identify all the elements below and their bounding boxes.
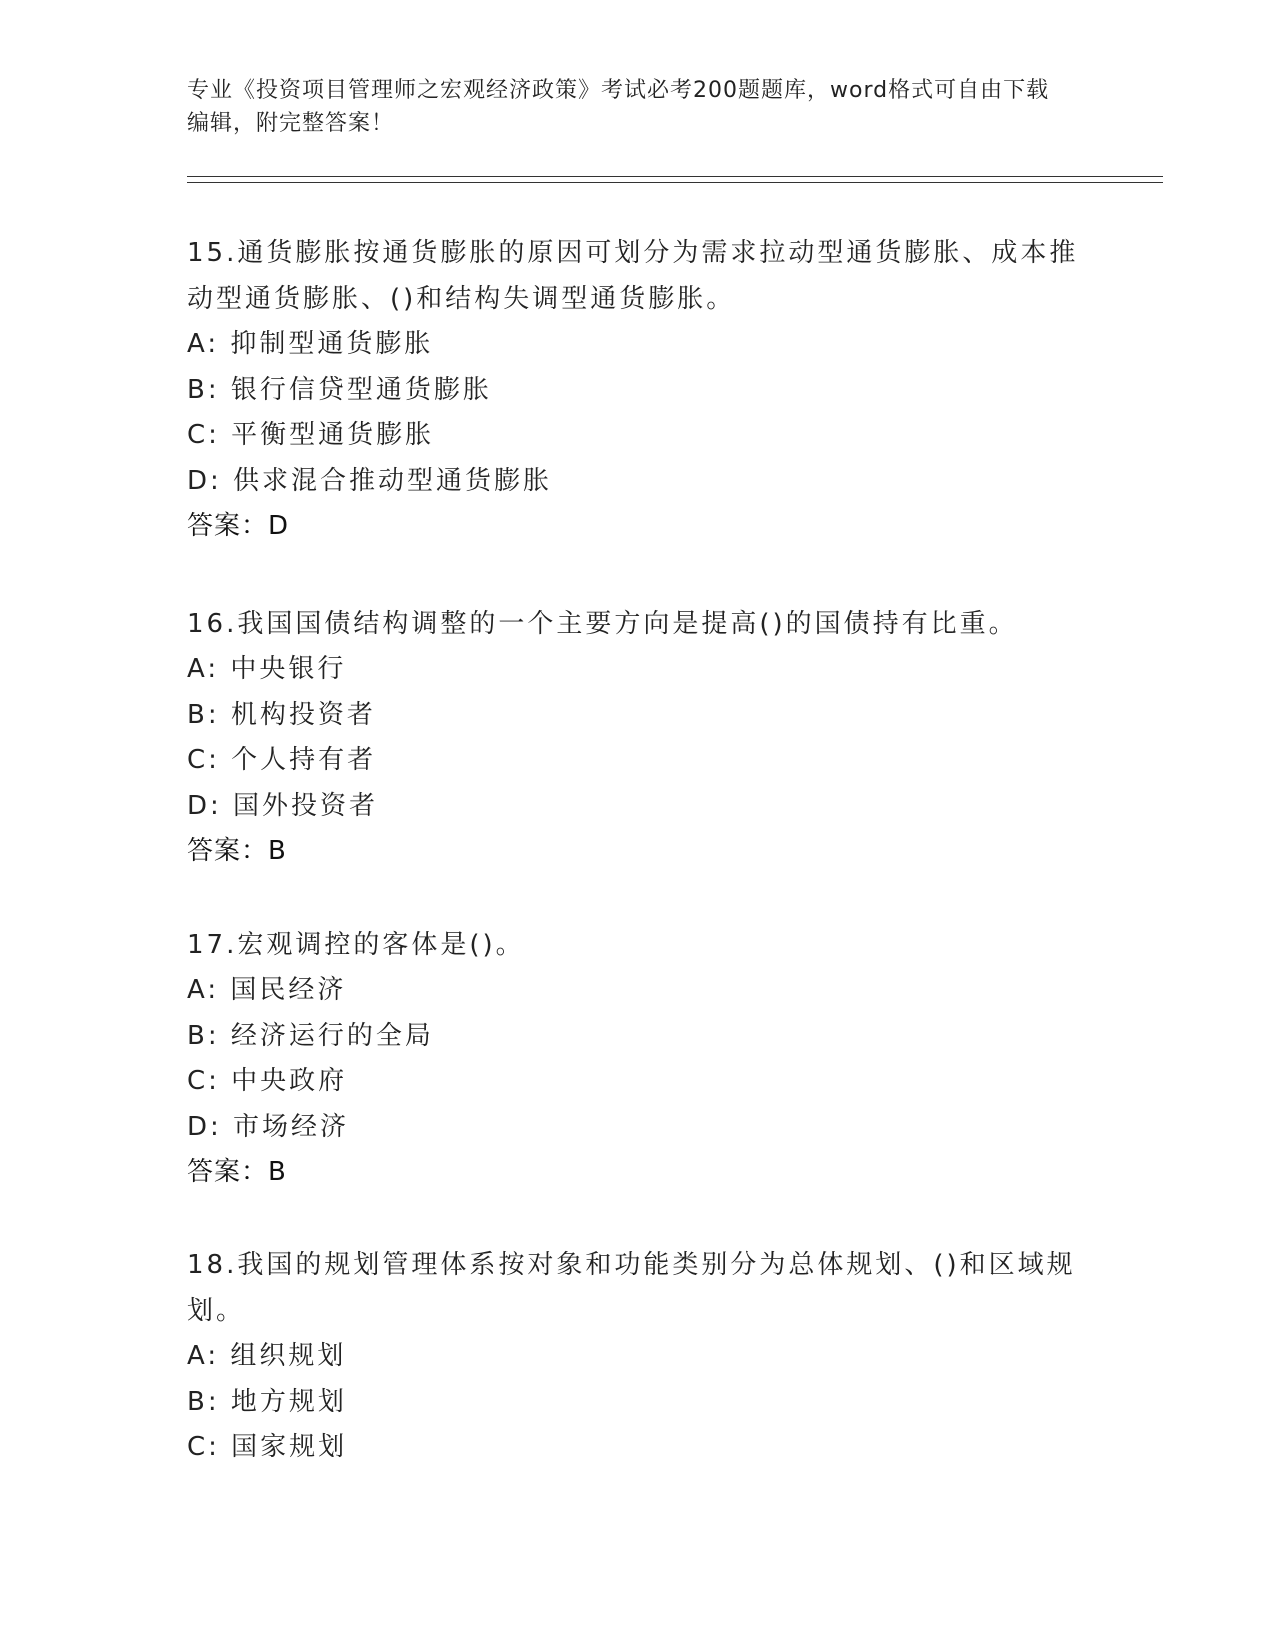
option-c: C: 国家规划 [187,1432,348,1462]
question-stem: 16.我国国债结构调整的一个主要方向是提高()的国债持有比重。 [187,609,1018,639]
option-d: D: 市场经济 [187,1111,350,1142]
answer: 答案：B [187,836,287,866]
option-c: C: 个人持有者 [187,745,377,775]
option-a: A: 抑制型通货膨胀 [187,329,434,359]
option-b: B: 机构投资者 [187,699,376,730]
question-stem: 15.通货膨胀按通货膨胀的原因可划分为需求拉动型通货膨胀、成本推动型通货膨胀、()和结构失调型通货膨胀。 [187,238,1079,314]
option-a: A: 组织规划 [187,1341,347,1371]
question-15 [187,230,1087,550]
question-16 [187,601,1087,875]
option-b: B: 经济运行的全局 [187,1020,434,1051]
question-stem: 17.宏观调控的客体是()。 [187,930,525,960]
document-header: 专业《投资项目管理师之宏观经济政策》考试必考200题题库，word格式可自由下载编辑，附完整答案！ [187,78,1050,136]
option-a: A: 中央银行 [187,654,347,684]
option-c: C: 中央政府 [187,1066,348,1096]
answer: 答案：B [187,1157,287,1187]
option-b: B: 地方规划 [187,1386,347,1417]
header-divider-bottom [187,182,1163,183]
option-a: A: 国民经济 [187,975,347,1005]
option-d: D: 国外投资者 [187,790,379,821]
header-divider-top [187,176,1163,177]
option-d: D: 供求混合推动型通货膨胀 [187,465,553,496]
question-stem: 18.我国的规划管理体系按对象和功能类别分为总体规划、()和区域规划。 [187,1250,1076,1326]
option-b: B: 银行信贷型通货膨胀 [187,374,492,405]
question-18 [187,1242,1087,1471]
question-17 [187,922,1087,1196]
answer: 答案：D [187,511,290,541]
option-c: C: 平衡型通货膨胀 [187,420,435,450]
